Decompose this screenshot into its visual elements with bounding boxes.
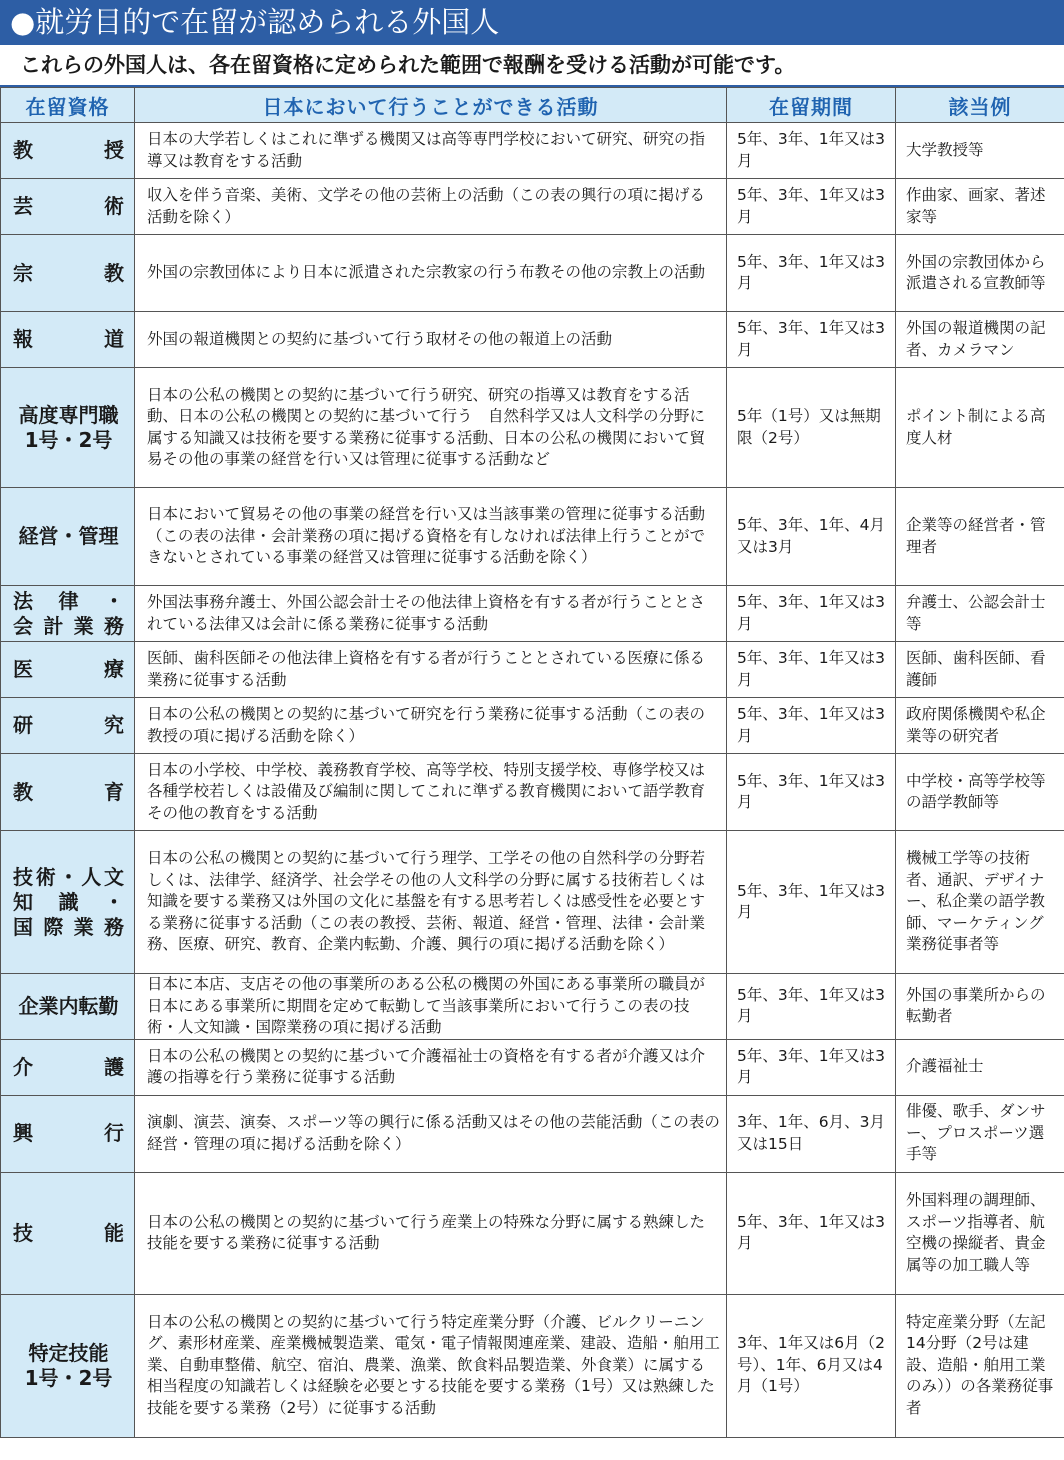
example-cell: 俳優、歌手、ダンサー、プロスポーツ選手等: [896, 1095, 1064, 1172]
table-row: [1, 1039, 1064, 1095]
table-row: [1, 586, 1064, 642]
table-row: [1, 754, 1064, 831]
example-cell: 弁護士、公認会計士等: [896, 586, 1064, 642]
example-cell: 外国の報道機関の記者、カメラマン: [896, 312, 1064, 368]
residence-status-cell: 宗教: [1, 235, 135, 312]
example-cell: 中学校・高等学校等の語学教師等: [896, 754, 1064, 831]
example-cell: 医師、歯科医師、看護師: [896, 642, 1064, 698]
example-cell: 外国の宗教団体から派遣される宣教師等: [896, 235, 1064, 312]
example-cell: 大学教授等: [896, 123, 1064, 179]
column-header-status: 在留資格: [1, 88, 135, 123]
example-cell: 機械工学等の技術者、通訳、デザイナー、私企業の語学教師、マーケティング業務従事者等: [896, 831, 1064, 974]
period-cell: 5年、3年、1年又は3月: [727, 235, 896, 312]
table-row: [1, 698, 1064, 754]
residence-status-cell: 芸術: [1, 179, 135, 235]
activity-cell: 医師、歯科医師その他法律上資格を有する者が行うこととされている医療に係る業務に従事する活動: [135, 642, 727, 698]
activity-cell: 日本の公私の機関との契約に基づいて行う特定産業分野（介護、ビルクリーニング、素形材産業、産業機械製造業、電気・電子情報関連産業、建設、造船・舶用工業、自動車整備、航空、宿泊、農業、漁業、飲食料品製造業、外食業）に属する相当程度の知識若しくは経験を必要とする技能を要する業務（1号）又は熟練した技能を要する業務（2号）に従事する活動: [135, 1294, 727, 1437]
example-cell: 外国料理の調理師、スポーツ指導者、航空機の操縦者、貴金属等の加工職人等: [896, 1172, 1064, 1294]
example-cell: ポイント制による高度人材: [896, 368, 1064, 488]
activity-cell: 外国法事務弁護士、外国公認会計士その他法律上資格を有する者が行うこととされている法律又は会計に係る業務に従事する活動: [135, 586, 727, 642]
period-cell: 5年、3年、1年又は3月: [727, 974, 896, 1040]
table-row: [1, 235, 1064, 312]
activity-cell: 日本の公私の機関との契約に基づいて行う理学、工学その他の自然科学の分野若しくは、法律学、経済学、社会学その他の人文科学の分野に属する技術若しくは知識を要する業務又は外国の文化に基盤を有する思考若しくは感受性を必要とする業務に従事する活動（この表の教授、芸術、報道、経営・管理、法律・会計業務、医療、研究、教育、企業内転勤、介護、興行の項に掲げる活動を除く）: [135, 831, 727, 974]
table-row: [1, 1294, 1064, 1437]
activity-cell: 日本の公私の機関との契約に基づいて行う産業上の特殊な分野に属する熟練した技能を要する業務に従事する活動: [135, 1172, 727, 1294]
residence-status-cell: 報道: [1, 312, 135, 368]
activity-cell: 外国の宗教団体により日本に派遣された宗教家の行う布教その他の宗教上の活動: [135, 235, 727, 312]
table-row: [1, 488, 1064, 586]
period-cell: 3年、1年、6月、3月又は15日: [727, 1095, 896, 1172]
residence-status-cell: 技能: [1, 1172, 135, 1294]
table-row: [1, 642, 1064, 698]
period-cell: 5年、3年、1年又は3月: [727, 1172, 896, 1294]
residence-status-cell: 教授: [1, 123, 135, 179]
residence-status-table: [0, 87, 1064, 1438]
period-cell: 5年、3年、1年又は3月: [727, 698, 896, 754]
column-header-activity: 日本において行うことができる活動: [135, 88, 727, 123]
table-row: [1, 1172, 1064, 1294]
residence-status-cell: 興行: [1, 1095, 135, 1172]
period-cell: 5年、3年、1年又は3月: [727, 123, 896, 179]
column-header-period: 在留期間: [727, 88, 896, 123]
activity-cell: 日本において貿易その他の事業の経営を行い又は当該事業の管理に従事する活動（この表の法律・会計業務の項に掲げる資格を有しなければ法律上行うことができないとされている事業の経営又は管理に従事する活動を除く）: [135, 488, 727, 586]
residence-status-cell: 経営・管理: [1, 488, 135, 586]
page-subtitle: これらの外国人は、各在留資格に定められた範囲で報酬を受ける活動が可能です。: [0, 45, 1064, 87]
residence-status-cell: 特定技能 1号・2号: [1, 1294, 135, 1437]
page-title: ●就労目的で在留が認められる外国人: [0, 0, 1064, 45]
example-cell: 特定産業分野（左記14分野（2号は建設、造船・舶用工業のみ））の各業務従事者: [896, 1294, 1064, 1437]
table-row: [1, 368, 1064, 488]
period-cell: 5年、3年、1年又は3月: [727, 642, 896, 698]
example-cell: 外国の事業所からの転勤者: [896, 974, 1064, 1040]
period-cell: 3年、1年又は6月（2号）、1年、6月又は4月（1号）: [727, 1294, 896, 1437]
residence-status-cell: 医療: [1, 642, 135, 698]
table-row: [1, 1095, 1064, 1172]
example-cell: 政府関係機関や私企業等の研究者: [896, 698, 1064, 754]
period-cell: 5年、3年、1年又は3月: [727, 754, 896, 831]
period-cell: 5年、3年、1年又は3月: [727, 179, 896, 235]
column-header-example: 該当例: [896, 88, 1064, 123]
table-header-row: [1, 88, 1064, 123]
table-row: [1, 831, 1064, 974]
activity-cell: 日本の大学若しくはこれに準ずる機関又は高等専門学校において研究、研究の指導又は教育をする活動: [135, 123, 727, 179]
table-row: [1, 312, 1064, 368]
activity-cell: 演劇、演芸、演奏、スポーツ等の興行に係る活動又はその他の芸能活動（この表の経営・管理の項に掲げる活動を除く）: [135, 1095, 727, 1172]
period-cell: 5年（1号）又は無期限（2号）: [727, 368, 896, 488]
period-cell: 5年、3年、1年、4月又は3月: [727, 488, 896, 586]
residence-status-cell: 技術・人文 知識・ 国際業務: [1, 831, 135, 974]
table-row: [1, 974, 1064, 1040]
activity-cell: 日本の小学校、中学校、義務教育学校、高等学校、特別支援学校、専修学校又は各種学校若しくは設備及び編制に関してこれに準ずる教育機関において語学教育その他の教育をする活動: [135, 754, 727, 831]
residence-status-cell: 教育: [1, 754, 135, 831]
activity-cell: 日本の公私の機関との契約に基づいて行う研究、研究の指導又は教育をする活動、日本の公私の機関との契約に基づいて行う 自然科学又は人文科学の分野に属する知識又は技術を要する業務に従事する活動、日本の公私の機関において貿易その他の事業の経営を行い又は管理に従事する活動など: [135, 368, 727, 488]
example-cell: 作曲家、画家、著述家等: [896, 179, 1064, 235]
activity-cell: 収入を伴う音楽、美術、文学その他の芸術上の活動（この表の興行の項に掲げる活動を除く）: [135, 179, 727, 235]
period-cell: 5年、3年、1年又は3月: [727, 586, 896, 642]
table-row: [1, 179, 1064, 235]
residence-status-cell: 企業内転勤: [1, 974, 135, 1040]
activity-cell: 日本の公私の機関との契約に基づいて介護福祉士の資格を有する者が介護又は介護の指導を行う業務に従事する活動: [135, 1039, 727, 1095]
residence-status-cell: 研究: [1, 698, 135, 754]
residence-status-cell: 高度専門職 1号・2号: [1, 368, 135, 488]
activity-cell: 日本に本店、支店その他の事業所のある公私の機関の外国にある事業所の職員が日本にある事業所に期間を定めて転勤して当該事業所において行うこの表の技術・人文知識・国際業務の項に掲げる活動: [135, 974, 727, 1040]
table-body: [1, 123, 1064, 1438]
table-row: [1, 123, 1064, 179]
activity-cell: 外国の報道機関との契約に基づいて行う取材その他の報道上の活動: [135, 312, 727, 368]
activity-cell: 日本の公私の機関との契約に基づいて研究を行う業務に従事する活動（この表の教授の項に掲げる活動を除く）: [135, 698, 727, 754]
example-cell: 介護福祉士: [896, 1039, 1064, 1095]
residence-status-cell: 介護: [1, 1039, 135, 1095]
period-cell: 5年、3年、1年又は3月: [727, 1039, 896, 1095]
example-cell: 企業等の経営者・管理者: [896, 488, 1064, 586]
residence-status-cell: 法律・ 会計業務: [1, 586, 135, 642]
period-cell: 5年、3年、1年又は3月: [727, 831, 896, 974]
period-cell: 5年、3年、1年又は3月: [727, 312, 896, 368]
